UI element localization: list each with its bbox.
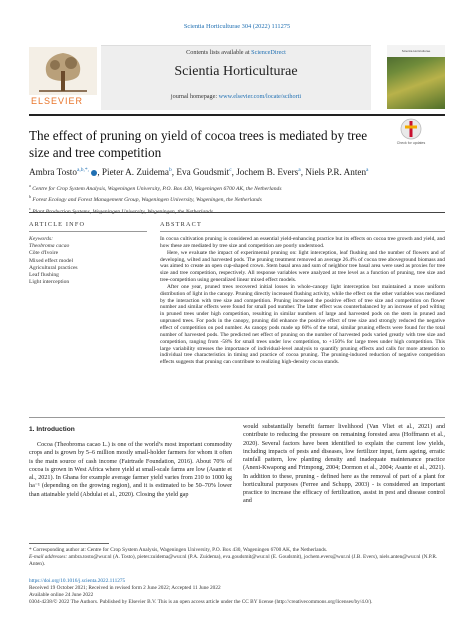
keyword: Leaf flushing: [29, 272, 59, 279]
section-divider: [29, 212, 445, 213]
publication-info: [29, 578, 445, 606]
author-name[interactable]: Niels P.R. Anten: [305, 167, 367, 178]
keyword: Theobroma cacao: [29, 243, 70, 250]
author-affiliation-mark[interactable]: a: [366, 167, 369, 173]
doi-link[interactable]: https://doi.org/10.1016/j.scienta.2022.111275: [29, 578, 126, 584]
keyword: Mixed effect model: [29, 257, 74, 264]
affiliation: [29, 182, 445, 193]
elsevier-logo: [29, 47, 97, 107]
email-list[interactable]: ambra.tosto@wur.nl (A. Tosto), pieter.zuidema@wur.nl (P.A. Zuidema), eva.goudsmit@wur.nl (E. Goudsmit), jochem.evers@wur.nl (J.B. Evers), niels.anten@wur.nl (N.P.R. Anten).: [29, 554, 438, 568]
affiliation-mark: a: [29, 183, 31, 188]
keyword: Côte d'Ivoire: [29, 250, 59, 257]
article-info-divider: [29, 231, 147, 232]
introduction-left-column: [29, 441, 232, 499]
abstract-divider: [160, 231, 445, 232]
footnote: [29, 547, 445, 569]
author-name[interactable]: Ambra Tosto: [29, 167, 77, 178]
introduction-right-column: [243, 423, 445, 506]
introduction-heading: 1. Introduction: [29, 426, 75, 433]
author-affiliation-mark[interactable]: a: [298, 167, 301, 173]
available-online: Available online 24 June 2022: [29, 591, 94, 598]
corresponding-author-note: * Corresponding author at: Centre for Crop System Analysis, Wageningen University, P.O. Box 430, Wageningen 6700 AK, the Netherlands.: [29, 547, 328, 553]
abstract-paragraph: Here, we evaluate the impact of experimental pruning on: light interception, leaf flushing and the number of flowers and of developing, wilted and harvested pods. The pruning treatment removed an average 26.4% of cocoa tree aboveground biomass and was aimed to create an open cup-shaped crown. Stem basal area and sum of neighbor tree basal area were used as proxies for tree size and tree competition, respectively. All response variables were analyzed at tree level as a function of pruning, tree size and tree-competition using generalized linear mixed effect models.: [160, 249, 445, 284]
keyword: Light interception: [29, 279, 70, 286]
affiliations: [29, 182, 445, 216]
author-name[interactable]: Pieter A. Zuidema: [101, 167, 170, 178]
keyword: Agricultural practices: [29, 264, 78, 271]
homepage-prefix: journal homepage:: [170, 93, 219, 100]
affiliation-mark: c: [29, 205, 31, 211]
journal-reference[interactable]: Scientia Horticulturae 304 (2022) 111275: [183, 23, 291, 30]
body-divider: [29, 417, 445, 418]
cover-title: Scientia Horticulturae: [387, 45, 445, 57]
sciencedirect-link[interactable]: ScienceDirect: [251, 49, 286, 56]
abstract-paragraph: After one year, pruned trees recovered initial losses in whole-canopy light interception but maintained a more uniform distribution of light in the canopy. Pruning directly increased flushing activity, while the effect on the other variables was mediated by the interaction with tree size and competition. Pruning increased the positive effect of tree size and competition on flower number and similar effects were found for small pod number. The latter effect was counterbalanced by an increase of pod wilting in pruned trees under high competition, resulting in similar numbers of large and harvested pods on the stem in pruned and unpruned trees. For pods in the canopy, pruning did enhance the positive effect of tree size and strongly reduced the negative effect of competition on pod number. As canopy pods made up 60% of the total, similar pruning effects were found for the total number of harvested pods. The predicted net effect of pruning on the number of harvested pods varied greatly with tree size and competition, ranging from -58% for small trees under low competition, to +150% for large trees under high competition. This large variability stresses the importance of individual-level analysis to quantify pruning effects and calls for more attention to individual tree characteristics in timing and practice of cocoa pruning. The pruning-induced reduction of negative competition effects suggests that pruning can contribute to realizing high-density cocoa stands.: [160, 283, 445, 366]
journal-header: [29, 45, 445, 109]
email-addresses: [29, 554, 445, 568]
article-title: The effect of pruning on yield of cocoa trees is mediated by tree size and tree competition: [29, 128, 368, 160]
author-list: Ambra Tosto$^{a,b,*,}$ , Pieter A. Zuidema$^b$, Eva Goudsmit$^c$, Jochem B. Evers$^a$, Niels P.R. Anten$^a$: [29, 167, 369, 178]
abstract-body: [160, 236, 445, 366]
crossmark-icon[interactable]: [400, 118, 422, 142]
license-text: 0304-4238/© 2022 The Authors. Published by Elsevier B.V. This is an open access article under the CC BY license (http://creativecommons.org/licenses/by/4.0/).: [29, 598, 373, 605]
affiliation-mark: b: [29, 194, 31, 200]
author-affiliation-mark[interactable]: a,b,*,: [76, 167, 90, 173]
homepage-link[interactable]: www.elsevier.com/locate/scihorti: [218, 93, 302, 100]
keywords-label: Keywords:: [29, 236, 54, 242]
footnote-divider: [29, 543, 109, 544]
author-affiliation-mark[interactable]: c: [229, 167, 232, 173]
received-dates: Received 19 October 2021; Received in revised form 2 June 2022; Accepted 11 June 2022: [29, 584, 221, 591]
article-info-heading: ARTICLE INFO: [29, 221, 86, 228]
publisher-name: ELSEVIER: [31, 96, 84, 106]
author-name[interactable]: Eva Goudsmit: [176, 167, 230, 178]
keywords-list: [29, 236, 147, 286]
introduction-paragraph: Cocoa (Theobroma cacao L.) is one of the world’s most important commodity crops and is grown by 5–6 million mostly small-holder farmers for whom it often is the main source of cash income (Fairtrade Foundation, 2016). About 70% of cocoa is grown in West Africa where yield at small-scale farms are low (Asante et al., 2021). In Ghana for example average farmer yield varies from 210 to 1000 kg ha⁻¹ (depending on the growing region), and it is estimated to be 50–70% lower than attainable yield (Abdulai et al., 2020). Closing the yield gap: [29, 442, 232, 498]
journal-banner: [101, 45, 371, 110]
header-divider: [29, 114, 445, 116]
crossmark-label: Check for updates: [396, 141, 426, 145]
email-label: E-mail addresses:: [29, 554, 68, 561]
abstract-heading: ABSTRACT: [160, 221, 202, 228]
author-name[interactable]: Jochem B. Evers: [236, 167, 299, 178]
author-icon: [91, 170, 97, 176]
affiliation: [29, 205, 445, 216]
affiliation-text: Forest Ecology and Forest Management Group, Wageningen University, Wageningen, the Netherlands: [32, 197, 262, 204]
author-affiliation-mark[interactable]: b: [169, 167, 172, 173]
introduction-paragraph: would substantially benefit farmer livelihood (Van Vliet et al., 2021) and contribute to reducing the pressure on remaining forested area (Hoffmann et al., 2020). Several factors have been identified to explain the current low yields, including impacts of pests and diseases, low fertilizer input, farm ageing, erratic rainfall pattern, low planting density and inadequate maintenance practice (Aneni-Kwapong and Frimpong, 2004; Dormon et al., 2004; Asante et al., 2021). In addition to these, pruning - defined here as the removal of part of a plant for horticultural purposes (Ferree and Schupp, 2003) - is considered an important practice to increase the efficacy of fertilization, assist in pest and disease control and: [243, 424, 445, 505]
affiliation-text: Centre for Crop System Analysis, Wageningen University, P.O. Box 430, Wageningen 6700 AK, the Netherlands: [32, 185, 282, 192]
affiliation: [29, 193, 445, 204]
elsevier-tree-icon: [29, 47, 97, 95]
homepage-line: [101, 93, 371, 100]
abstract-paragraph: In cocoa cultivation pruning is considered an essential yield-enhancing practice but its effects on cocoa tree growth and yield, and how these are mediated by tree size and competition are poorly understood.: [160, 236, 445, 249]
journal-cover-image: [387, 45, 445, 109]
contents-line: [101, 49, 371, 56]
contents-prefix: Contents lists available at: [186, 49, 252, 56]
journal-name: Scientia Horticulturae: [174, 64, 298, 79]
